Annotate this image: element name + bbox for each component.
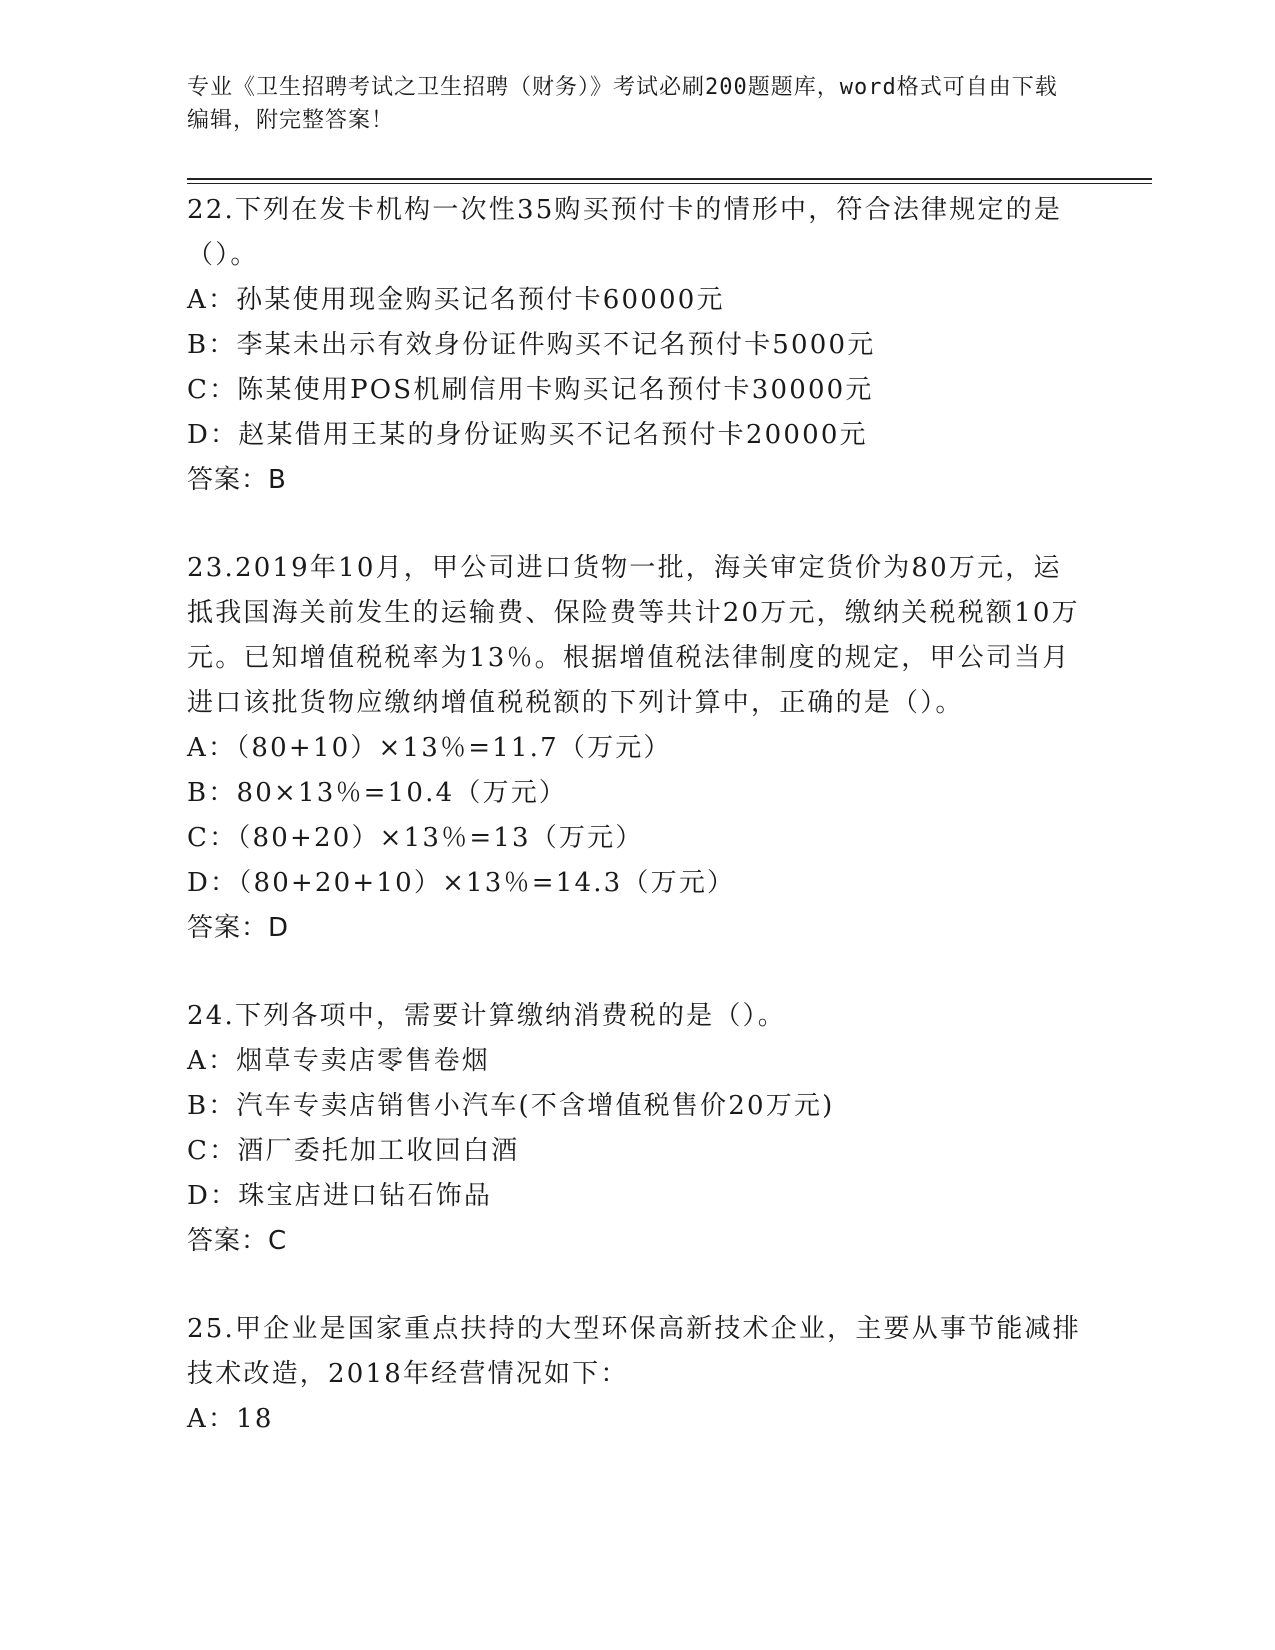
question-stem: 22.下列在发卡机构一次性35购买预付卡的情形中，符合法律规定的是（）。 [187, 195, 1063, 270]
option-d: D：赵某借用王某的身份证购买不记名预付卡20000元 [187, 420, 868, 450]
option-a: A：孙某使用现金购买记名预付卡60000元 [187, 285, 725, 315]
question-stem: 25.甲企业是国家重点扶持的大型环保高新技术企业，主要从事节能减排技术改造，2018年经营情况如下： [187, 1314, 1081, 1389]
answer-line: 答案：D [187, 913, 290, 943]
option-c: C：（80+20）×13％=13（万元） [187, 823, 644, 853]
option-b: B：李某未出示有效身份证件购买不记名预付卡5000元 [187, 330, 876, 360]
header-rule-thin [187, 183, 1152, 184]
option-d: D：珠宝店进口钻石饰品 [187, 1181, 493, 1211]
document-header: 专业《卫生招聘考试之卫生招聘（财务）》考试必刷200题题库，word格式可自由下载编辑，附完整答案！ [187, 75, 1058, 133]
option-c: C：酒厂委托加工收回白酒 [187, 1136, 520, 1166]
question-list [187, 188, 1087, 1485]
answer-line: 答案：C [187, 1226, 288, 1256]
option-b: B：80×13％=10.4（万元） [187, 778, 568, 808]
question-24 [187, 994, 1087, 1264]
answer-line: 答案：B [187, 465, 287, 495]
option-a: A：烟草专卖店零售卷烟 [187, 1046, 490, 1076]
option-a: A：（80+10）×13％=11.7（万元） [187, 733, 672, 763]
question-23 [187, 546, 1087, 951]
question-stem: 24.下列各项中，需要计算缴纳消费税的是（）。 [187, 1001, 786, 1031]
question-22 [187, 188, 1087, 503]
option-d: D：（80+20+10）×13％=14.3（万元） [187, 868, 736, 898]
question-25 [187, 1307, 1087, 1442]
option-b: B：汽车专卖店销售小汽车(不含增值税售价20万元) [187, 1091, 835, 1121]
header-rule-thick [187, 178, 1152, 180]
option-c: C：陈某使用POS机刷信用卡购买记名预付卡30000元 [187, 375, 874, 405]
question-stem: 23.2019年10月，甲公司进口货物一批，海关审定货价为80万元，运抵我国海关前发生的运输费、保险费等共计20万元，缴纳关税税额10万元。已知增值税税率为13％。根据增值税法律制度的规定，甲公司当月进口该批货物应缴纳增值税税额的下列计算中，正确的是（）。 [187, 553, 1080, 718]
option-a: A：18 [187, 1404, 274, 1434]
